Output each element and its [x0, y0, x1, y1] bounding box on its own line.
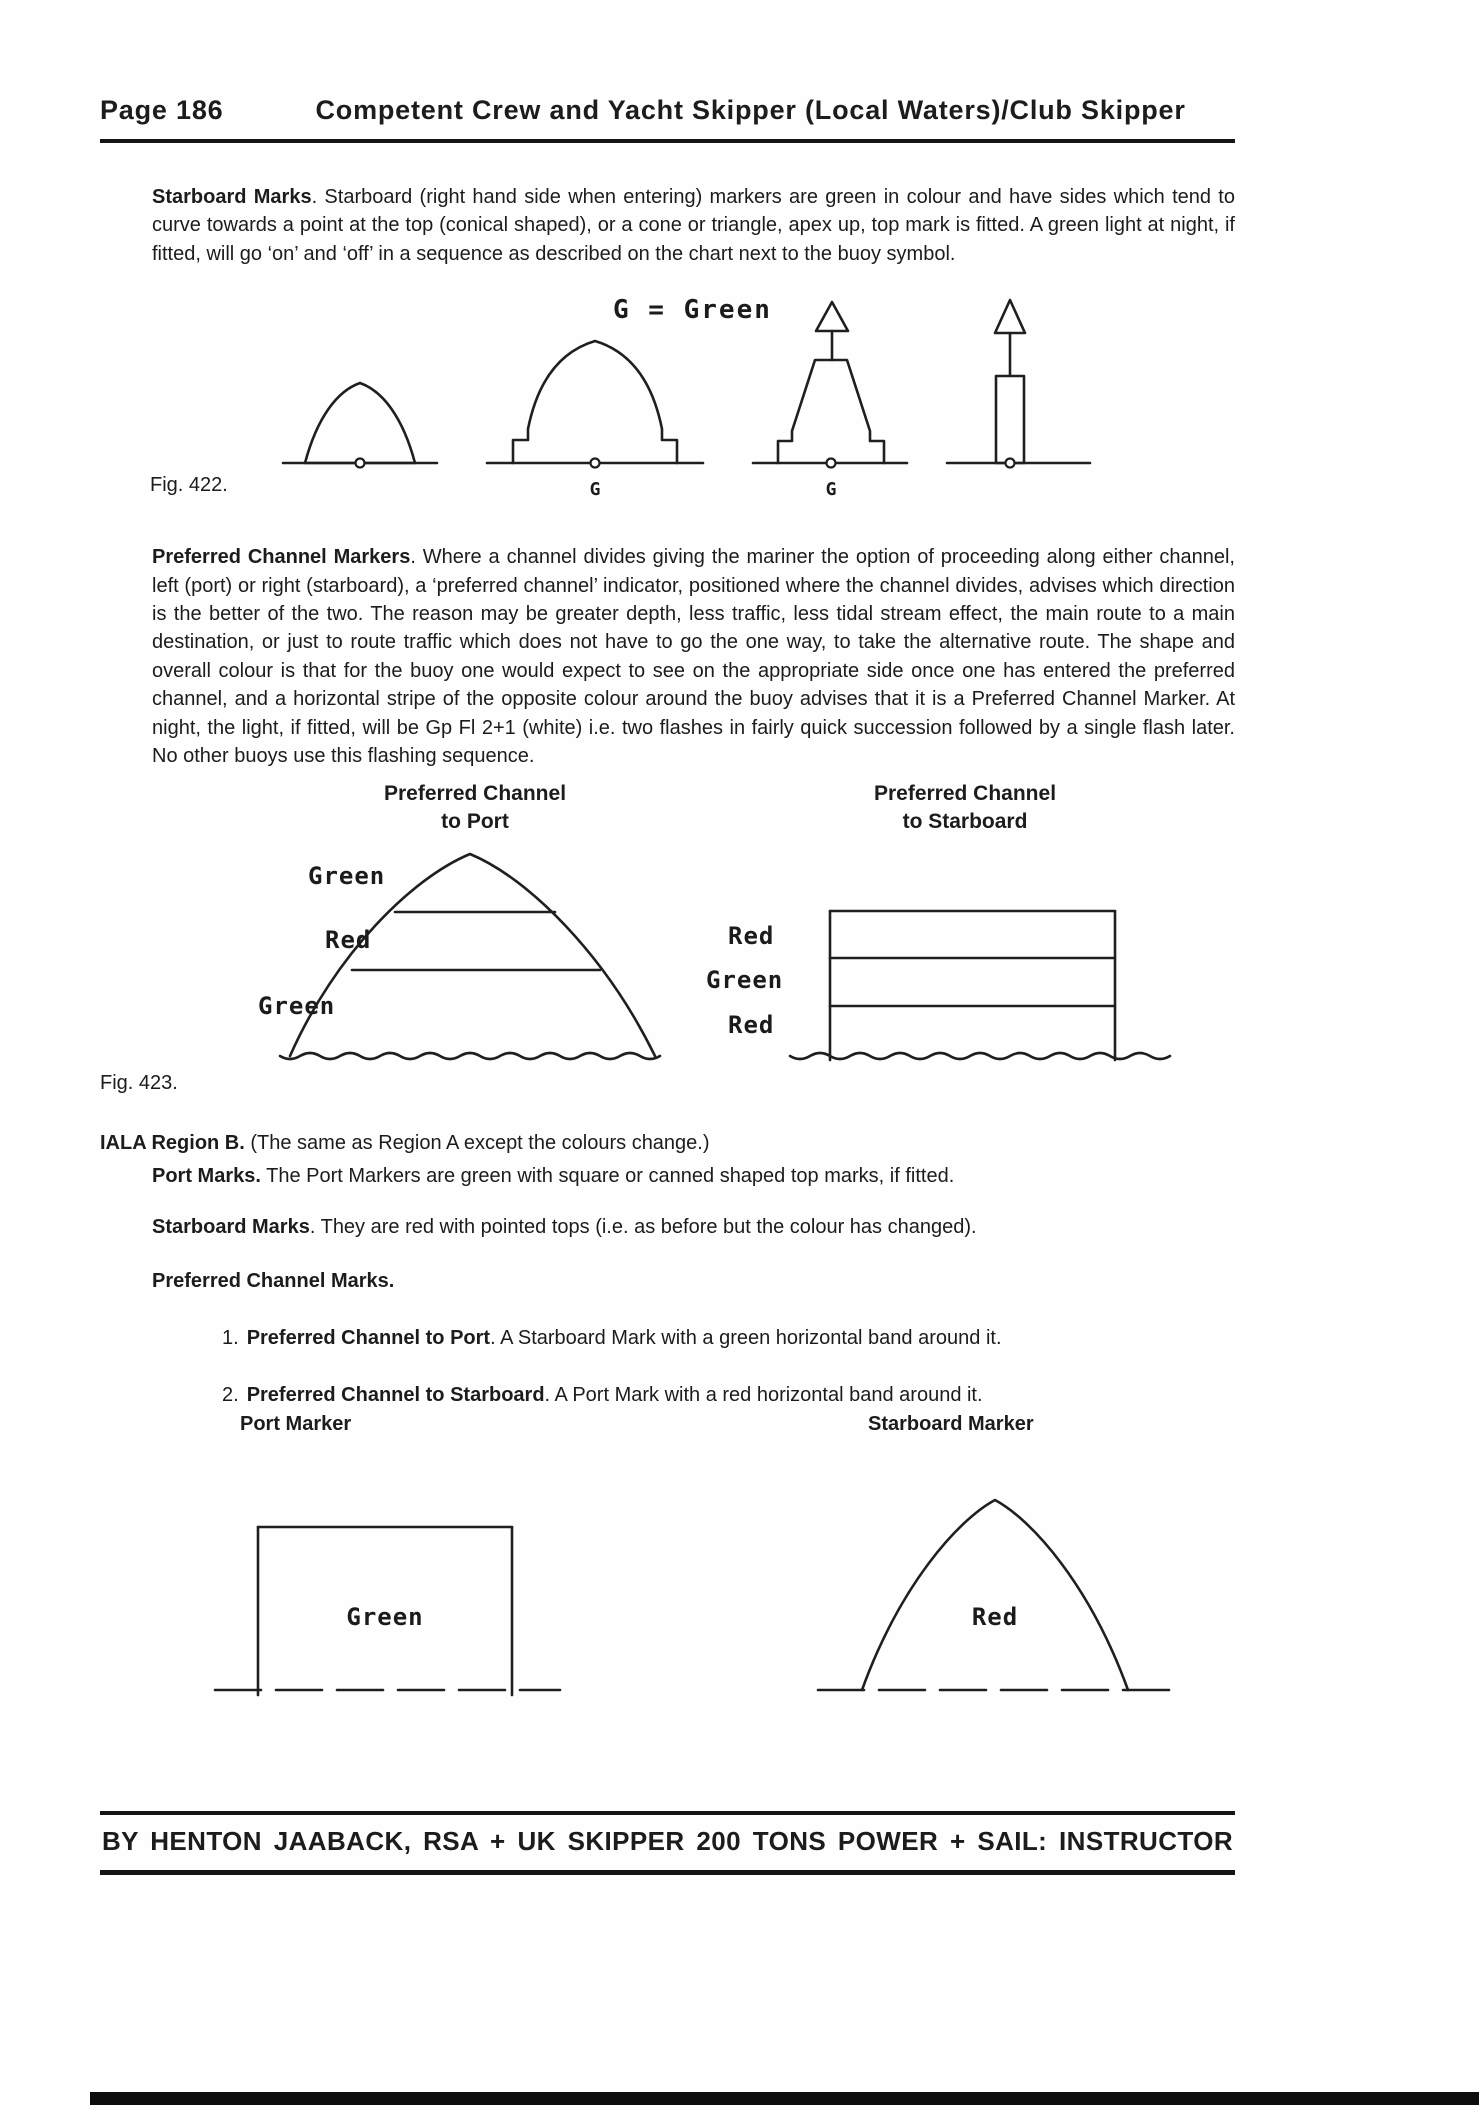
starboard-marks-paragraph	[152, 183, 1235, 268]
figure-423-caption: Fig. 423.	[100, 1072, 178, 1095]
item-body: . A Port Mark with a red horizontal band around it.	[544, 1384, 983, 1407]
wavy-waterline	[790, 1053, 1170, 1059]
cone-topmark-icon	[995, 300, 1025, 333]
preferred-channel-paragraph	[152, 543, 1235, 770]
figure-423-drawing	[140, 836, 1240, 1068]
conical-buoy-icon	[305, 383, 415, 463]
region-b-markers-drawing	[140, 1485, 1240, 1710]
item-lead: Preferred Channel to Starboard	[246, 1384, 545, 1407]
wavy-waterline	[280, 1053, 660, 1059]
starboard-marks-lead: Starboard Marks	[152, 1216, 310, 1239]
starboard-marks-body: . Starboard (right hand side when entering) markers are green in colour and have sides which tend to curve towards a point at the top (conical shaped), or a cone or triangle, apex up, top mark is fitted. A green light at night, if fitted, will go ‘on’ and ‘off’ in a sequence as described on the chart next to the buoy symbol.	[152, 186, 1235, 265]
preferred-channel-lead: Preferred Channel Markers	[152, 546, 411, 569]
item-number: 1.	[222, 1327, 239, 1350]
figure-422-caption: Fig. 422.	[150, 474, 228, 497]
page-header	[100, 95, 1235, 143]
green-light-label: G	[825, 479, 837, 501]
band-label-green: Green	[308, 862, 386, 891]
conical-buoy-icon	[862, 1500, 1128, 1690]
region-b-marker-figures	[100, 1485, 1235, 1723]
green-light-label: G	[589, 479, 601, 501]
conical-buoy-flanged-icon	[513, 341, 677, 463]
preferred-channel-to-port-title	[325, 780, 625, 835]
light-position-dot	[356, 459, 365, 468]
starboard-marks-line	[152, 1214, 1235, 1241]
port-marks-line	[152, 1163, 1235, 1190]
port-marker-label: Port Marker	[240, 1413, 352, 1436]
preferred-channel-to-starboard-title	[815, 780, 1115, 835]
page-number: Page 186	[100, 95, 224, 125]
light-position-dot	[1006, 459, 1015, 468]
band-label-green: Green	[258, 992, 336, 1021]
item-lead: Preferred Channel to Port	[246, 1327, 491, 1350]
light-position-dot	[591, 459, 600, 468]
light-position-dot	[827, 459, 836, 468]
figure-422	[100, 288, 1235, 503]
figure-422-drawing	[145, 288, 1235, 503]
green-legend-label: G = Green	[613, 295, 772, 326]
band-label-red: Red	[728, 1011, 775, 1040]
item-number: 2.	[222, 1384, 239, 1407]
document-title: Competent Crew and Yacht Skipper (Local Waters)/Club Skipper	[315, 95, 1186, 125]
cone-topmark-icon	[816, 302, 848, 331]
can-colour-label: Green	[346, 1603, 424, 1632]
starboard-marks-body: . They are red with pointed tops (i.e. as before but the colour has changed).	[309, 1216, 977, 1239]
spar-buoy-icon	[996, 376, 1024, 463]
conical-buoy-topmark-icon	[778, 360, 884, 463]
starboard-marker-label: Starboard Marker	[868, 1413, 1034, 1436]
title-line: to Port	[441, 809, 509, 833]
figure-423	[100, 780, 1235, 1102]
iala-region-b-body: (The same as Region A except the colours change.)	[244, 1132, 710, 1155]
list-item-1	[222, 1325, 1235, 1352]
port-marks-body: The Port Markers are green with square or canned shaped top marks, if fitted.	[260, 1165, 955, 1188]
item-body: . A Starboard Mark with a green horizontal band around it.	[490, 1327, 1002, 1350]
page-footer: BY HENTON JAABACK, RSA + UK SKIPPER 200 TONS POWER + SAIL: INSTRUCTOR	[100, 1811, 1235, 1875]
band-label-green: Green	[706, 966, 784, 995]
title-line: Preferred Channel	[383, 782, 567, 806]
port-marks-lead: Port Marks.	[152, 1165, 261, 1188]
iala-region-b-heading	[100, 1130, 1235, 1157]
band-label-red: Red	[728, 922, 775, 951]
title-line: to Starboard	[902, 809, 1028, 833]
title-line: Preferred Channel	[873, 782, 1057, 806]
list-item-2	[222, 1382, 1235, 1409]
preferred-channel-body: . Where a channel divides giving the mariner the option of proceeding along either channel, left (port) or right (starboard), a ‘preferred channel’ indicator, positioned where the channel divides, advises which direction is the better of the two. The reason may be greater depth, less traffic, less tidal stream effect, the main route to a main destination, or just to route traffic which does not have to go the one way, to take the alternative route. The shape and overall colour is that for the buoy one would expect to see on the appropriate side once one has entered the preferred channel, and a horizontal stripe of the opposite colour around the buoy advises that it is a Preferred Channel Marker. At night, the light, if fitted, will be Gp Fl 2+1 (white) i.e. two flashes in fairly quick succession followed by a single flash later. No other buoys use this flashing sequence.	[152, 546, 1235, 767]
marker-labels-row	[100, 1413, 1235, 1441]
starboard-marks-lead: Starboard Marks	[152, 186, 312, 208]
scan-edge-artifact	[90, 2092, 1479, 2105]
cone-colour-label: Red	[971, 1603, 1019, 1632]
band-label-red: Red	[325, 926, 372, 955]
iala-region-b-lead: IALA Region B.	[100, 1132, 245, 1155]
preferred-channel-marks-heading: Preferred Channel Marks.	[152, 1270, 395, 1293]
